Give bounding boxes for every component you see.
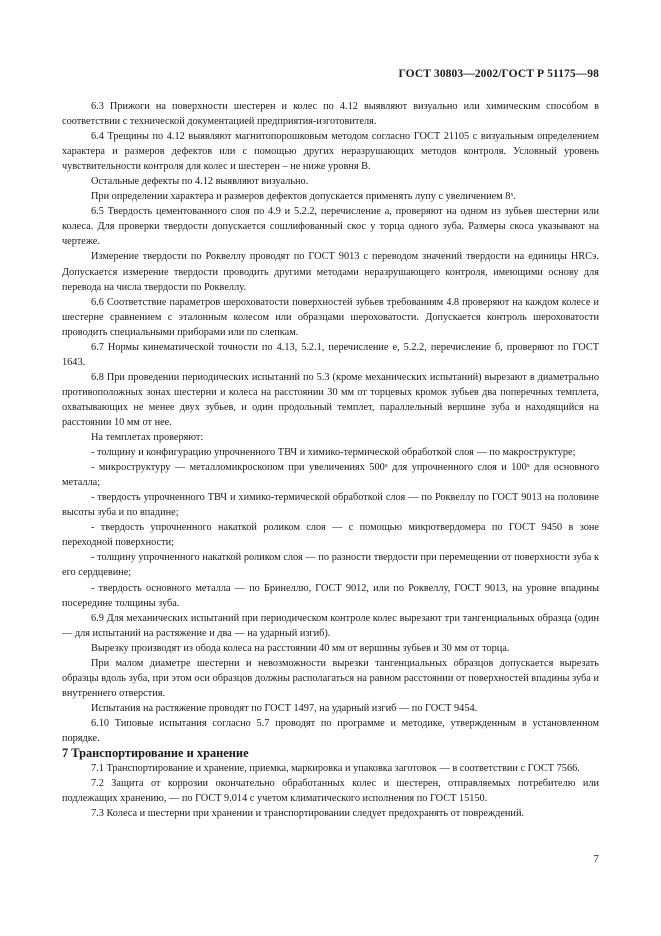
list-item: - твердость упрочненного ТВЧ и химико-термической обработкой слоя — по Роквеллу по ГОСТ 9013 на половине высоты зуба и по впадине;	[62, 492, 599, 519]
list-item: - толщину и конфигурацию упрочненного ТВЧ и химико-термической обработкой слоя — по макроструктуре;	[91, 447, 576, 459]
paragraph-6-9-small-diameter: При малом диаметре шестерни и невозможности вырезки тангенциальных образцов допускается вырезать образцы вдоль зуба, при этом оси образцов должны располагаться на равном расстоянии от поверхностей впадины зуба и внутреннего отверстия.	[62, 657, 599, 699]
paragraph-6-4-other-defects: Остальные дефекты по 4.12 выявляют визуально.	[91, 176, 309, 188]
paragraph-7-1: 7.1 Транспортирование и хранение, приемка, маркировка и упаковка заготовок — в соответствии с ГОСТ 7566.	[91, 763, 580, 775]
list-item: - толщину упрочненного накаткой роликом слоя — по разности твердости при перемещении от поверхности зуба к его сердцевине;	[62, 552, 599, 579]
paragraph-7-3: 7.3 Колеса и шестерни при хранении и транспортировании следует предохранять от повреждений.	[91, 808, 525, 820]
paragraph-6-10: 6.10 Типовые испытания согласно 5.7 проводят по программе и методике, утвержденным в установленном порядке.	[62, 717, 599, 744]
paragraph-6-3: 6.3 Прижоги на поверхности шестерен и колес по 4.12 выявляют визуально или химическим способом в соответствии с технической документацией предприятия-изготовителя.	[62, 101, 599, 128]
paragraph-6-5: 6.5 Твердость цементованного слоя по 4.9 и 5.2.2, перечисление а, проверяют на одном из зубьев шестерни или колеса. Для проверки твердости допускается сошлифованный скос у торца одного зуба. Размеры скоса указывают на чертеже.	[62, 206, 599, 248]
paragraph-7-2: 7.2 Защита от коррозии окончательно обработанных колес и шестерен, отправляемых потребителю или подлежащих хранению, — по ГОСТ 9.014 с учетом климатического исполнения по ГОСТ 15150.	[62, 778, 599, 805]
paragraph-6-4-magnifier: При определении характера и размеров дефектов допускается применять лупу с увеличением 8ˣ.	[91, 191, 516, 203]
paragraph-6-9: 6.9 Для механических испытаний при периодическом контроле колес вырезают три тангенциальных образца (один — для испытаний на растяжение и два — на ударный изгиб).	[62, 612, 599, 639]
section-title: 7 Транспортирование и хранение	[62, 746, 249, 761]
paragraph-6-7: 6.7 Нормы кинематической точности по 4.13, 5.2.1, перечисление е, 5.2.2, перечисление б, проверяют по ГОСТ 1643.	[62, 341, 599, 368]
document-body	[62, 99, 599, 821]
paragraph-6-8-templets-intro: На темплетах проверяют:	[91, 432, 204, 444]
paragraph-6-4: 6.4 Трещины по 4.12 выявляют магнитопорошковым методом согласно ГОСТ 21105 с визуальным определением характера и размеров дефектов или с помощью других неразрушающих методов контроля. Условный уровень чувствительности контроля для колес и шестерен – не ниже уровня В.	[62, 131, 599, 173]
paragraph-6-9-tests: Испытания на растяжение проводят по ГОСТ 1497, на ударный изгиб — по ГОСТ 9454.	[91, 702, 478, 714]
paragraph-6-8: 6.8 При проведении периодических испытаний по 5.3 (кроме механических испытаний) вырезают в диаметрально противоположных зонах шестерни и колеса на расстоянии 30 мм от торцевых кромок зубьев два поперечных темплета, охватывающих не менее двух зубьев, и один продольный темплет, параллельный вершине зуба и находящийся на расстоянии 10 мм от нее.	[62, 371, 599, 428]
paragraph-6-6: 6.6 Соответствие параметров шероховатости поверхностей зубьев требованиям 4.8 проверяют на каждом колесе и шестерне сравнением с эталонным колесом или образцами шероховатости. Допускается контроль шероховатости проводить специальными приборами или по слепкам.	[62, 296, 599, 338]
list-item: - твердость упрочненного накаткой роликом слоя — с помощью микротвердомера по ГОСТ 9450 в зоне переходной поверхности;	[62, 522, 599, 549]
list-item: - микроструктуру — металломикроскопом при увеличениях 500ˣ для упрочненного слоя и 100ˣ для основного металла;	[62, 462, 599, 489]
paragraph-6-5-rockwell: Измерение твердости по Роквеллу проводят по ГОСТ 9013 с переводом значений твердости на единицы HRCэ. Допускается измерение твердости проводить другими методами неразрушающего контроля, имеющими основу для перевода на числа твердости по Роквеллу.	[62, 251, 599, 293]
list-item: - твердость основного металла — по Бринеллю, ГОСТ 9012, или по Роквеллу, ГОСТ 9013, на уровне впадины посередине толщины зуба.	[62, 582, 599, 609]
document-header: ГОСТ 30803—2002/ГОСТ Р 51175—98	[398, 68, 599, 80]
page-number: 7	[593, 853, 599, 865]
paragraph-6-9-cutting: Вырезку производят из обода колеса на расстоянии 40 мм от вершины зубьев и 30 мм от торца.	[91, 642, 510, 654]
